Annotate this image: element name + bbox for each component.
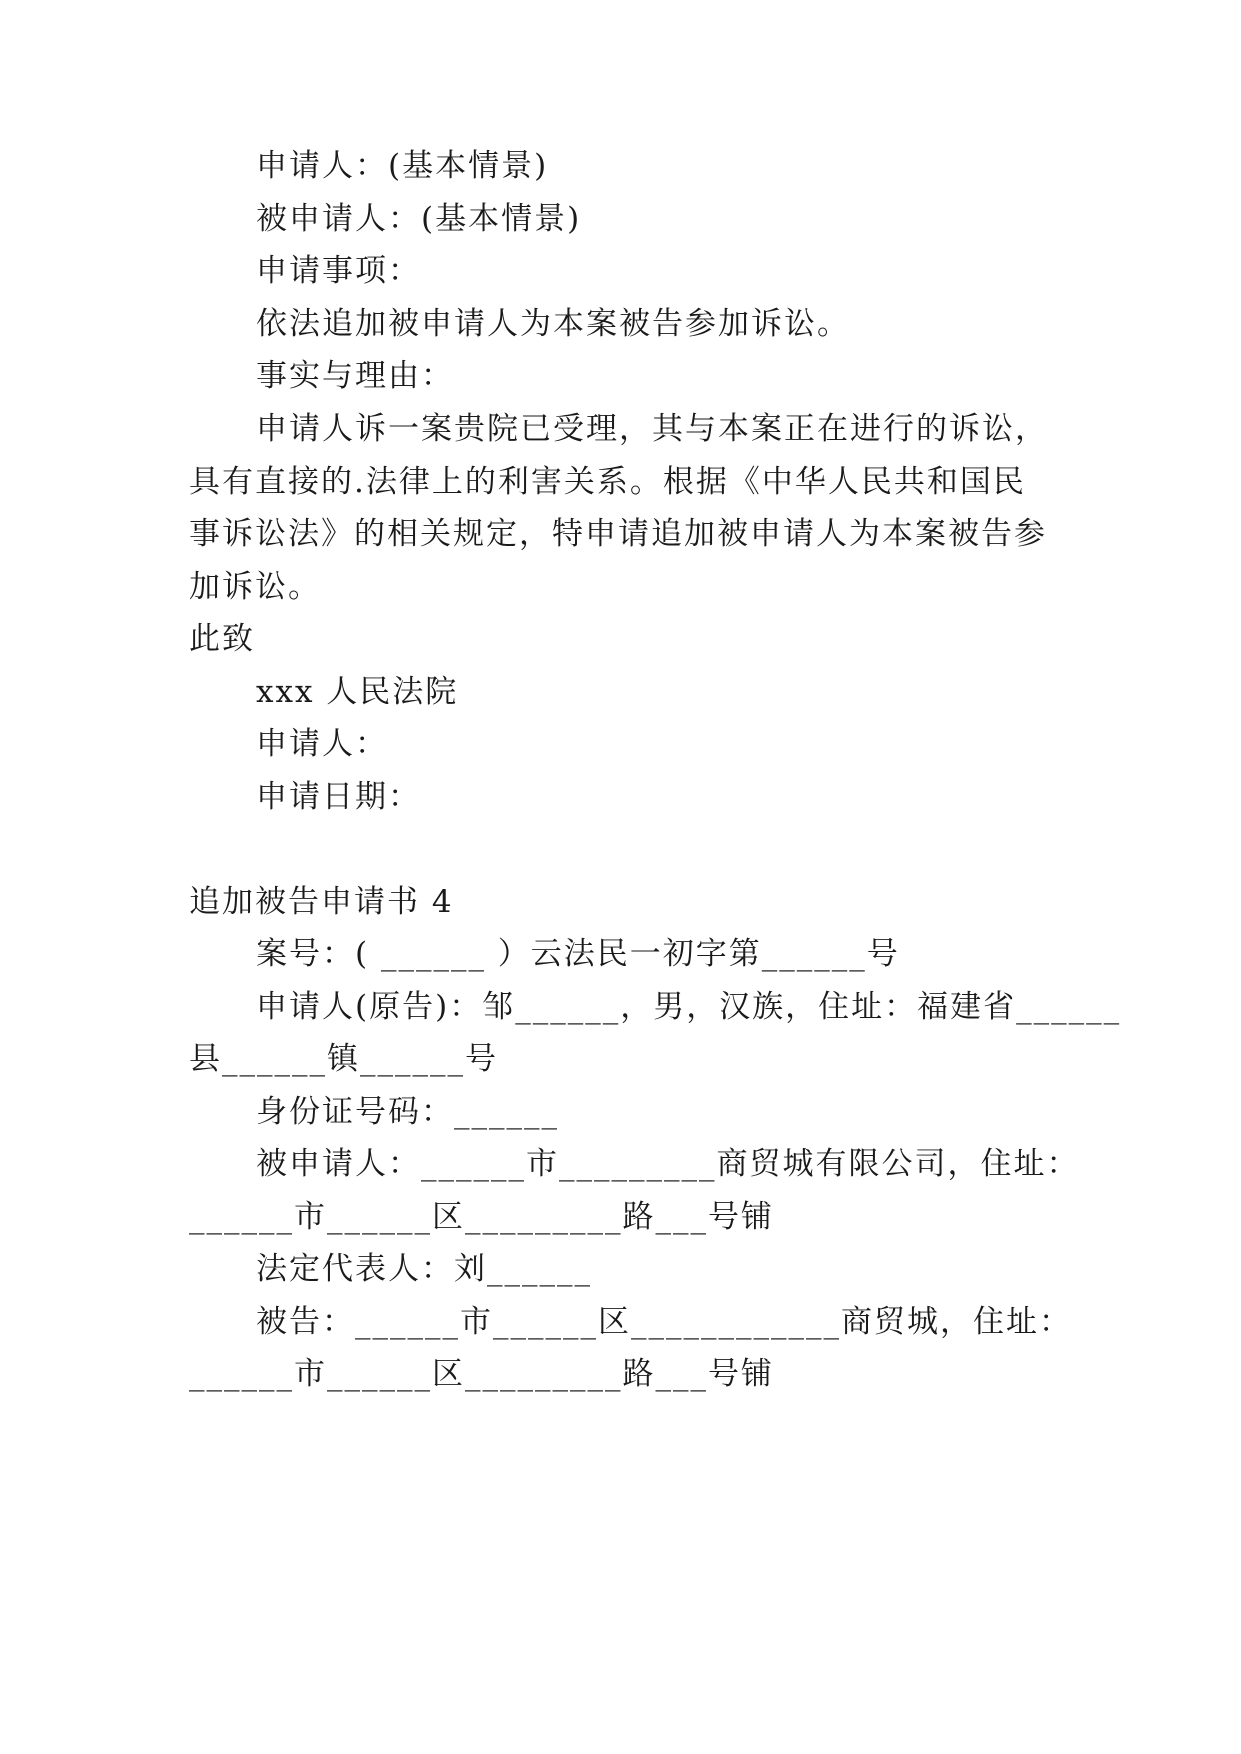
defendant-line: ______市______区_________路___号铺	[189, 1356, 774, 1392]
applicant-plaintiff-line: 申请人(原告)：邹______，男，汉族，住址：福建省______	[256, 989, 1122, 1025]
request-heading: 申请事项：	[256, 253, 421, 289]
respondent-info: 被申请人：(基本情景)	[256, 201, 582, 237]
applicant-plaintiff-line: 县______镇______号	[189, 1041, 498, 1077]
respondent-line: ______市______区_________路___号铺	[189, 1199, 774, 1235]
id-number: 身份证号码：______	[256, 1094, 559, 1130]
defendant-line: 被告：______市______区____________商贸城，住址：	[256, 1304, 1072, 1340]
facts-line: 加诉讼。	[189, 569, 321, 605]
closing-text: 此致	[189, 621, 255, 657]
facts-heading: 事实与理由：	[256, 358, 454, 394]
case-number: 案号：( ______ ）云法民一初字第______号	[256, 936, 900, 972]
respondent-line: 被申请人：______市_________商贸城有限公司，住址：	[256, 1146, 1080, 1182]
applicant-info: 申请人：(基本情景)	[256, 148, 549, 184]
signature-applicant: 申请人：	[256, 726, 388, 762]
request-text: 依法追加被申请人为本案被告参加诉讼。	[256, 306, 850, 342]
section-title: 追加被告申请书 4	[189, 884, 454, 920]
facts-line: 事诉讼法》的相关规定，特申请追加被申请人为本案被告参	[189, 516, 1047, 552]
legal-representative: 法定代表人：刘______	[256, 1251, 592, 1287]
signature-date: 申请日期：	[256, 779, 421, 815]
facts-line: 申请人诉一案贵院已受理，其与本案正在进行的诉讼，	[256, 411, 1048, 447]
facts-line: 具有直接的.法律上的利害关系。根据《中华人民共和国民	[189, 464, 1026, 500]
court-name: xxx 人民法院	[256, 674, 459, 710]
